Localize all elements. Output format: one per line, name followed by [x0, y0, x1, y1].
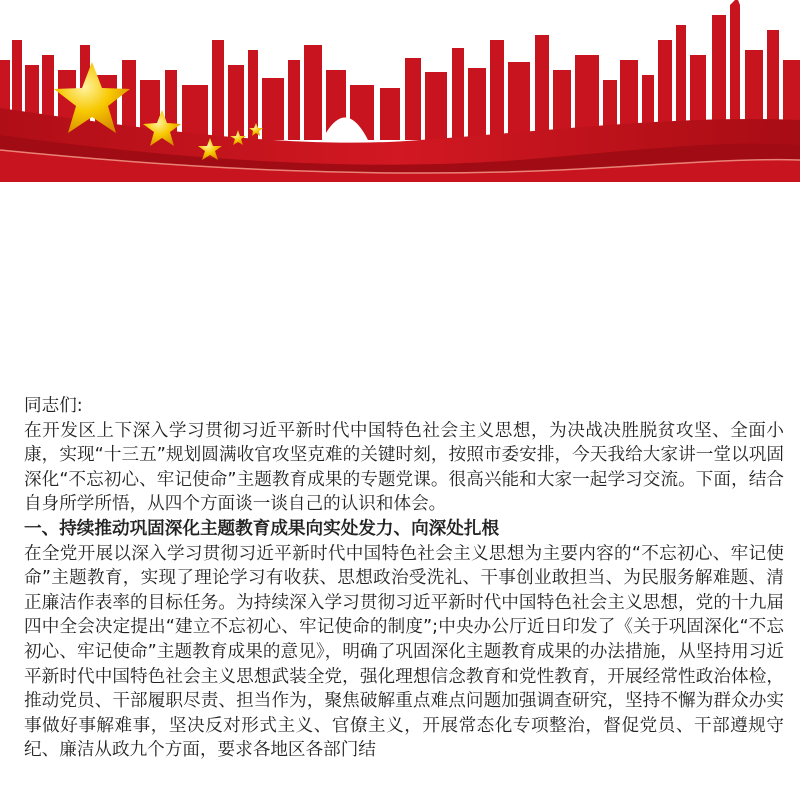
document-body [24, 394, 784, 763]
salutation: 同志们: [24, 396, 83, 416]
section-body-paragraph: 在全党开展以深入学习贯彻习近平新时代中国特色社会主义思想为主要内容的“不忘初心、牢记使命”主题教育，实现了理论学习有收获、思想政治受洗礼、干事创业敢担当、为民服务解难题、清正廉洁作表率的目标任务。为持续深入学习贯彻习近平新时代中国特色社会主义思想，党的十九届四中全会决定提出“建立不忘初心、牢记使命的制度”;中央办公厅近日印发了《关于巩固深化“不忘初心、牢记使命”主题教育成果的意见》，明确了巩固深化主题教育成果的办法措施，从坚持用习近平新时代中国特色社会主义思想武装全党，强化理想信念教育和党性教育，开展经常性政治体检，推动党员、干部履职尽责、担当作为，聚焦破解重点难点问题加强调查研究，坚持不懈为群众办实事做好事解难事，坚决反对形式主义、官僚主义，开展常态化专项整治，督促党员、干部遵规守纪、廉洁从政九个方面，要求各地区各部门结 [24, 543, 784, 761]
banner-bottom-edge [0, 182, 800, 190]
intro-paragraph: 在开发区上下深入学习贯彻习近平新时代中国特色社会主义思想，为决战决胜脱贫攻坚、全面小康，实现“十三五”规划圆满收官攻坚克难的关键时刻，按照市委安排，今天我给大家讲一堂以巩固深化“不忘初心、牢记使命”主题教育成果的专题党课。很高兴能和大家一起学习交流。下面，结合自身所学所悟，从四个方面谈一谈自己的认识和体会。 [24, 420, 784, 515]
header-banner [0, 0, 800, 190]
section-heading: 一、持续推动巩固深化主题教育成果向实处发力、向深处扎根 [24, 518, 500, 539]
city-skyline-banner [0, 0, 800, 190]
skyline-silhouette [0, 0, 800, 140]
